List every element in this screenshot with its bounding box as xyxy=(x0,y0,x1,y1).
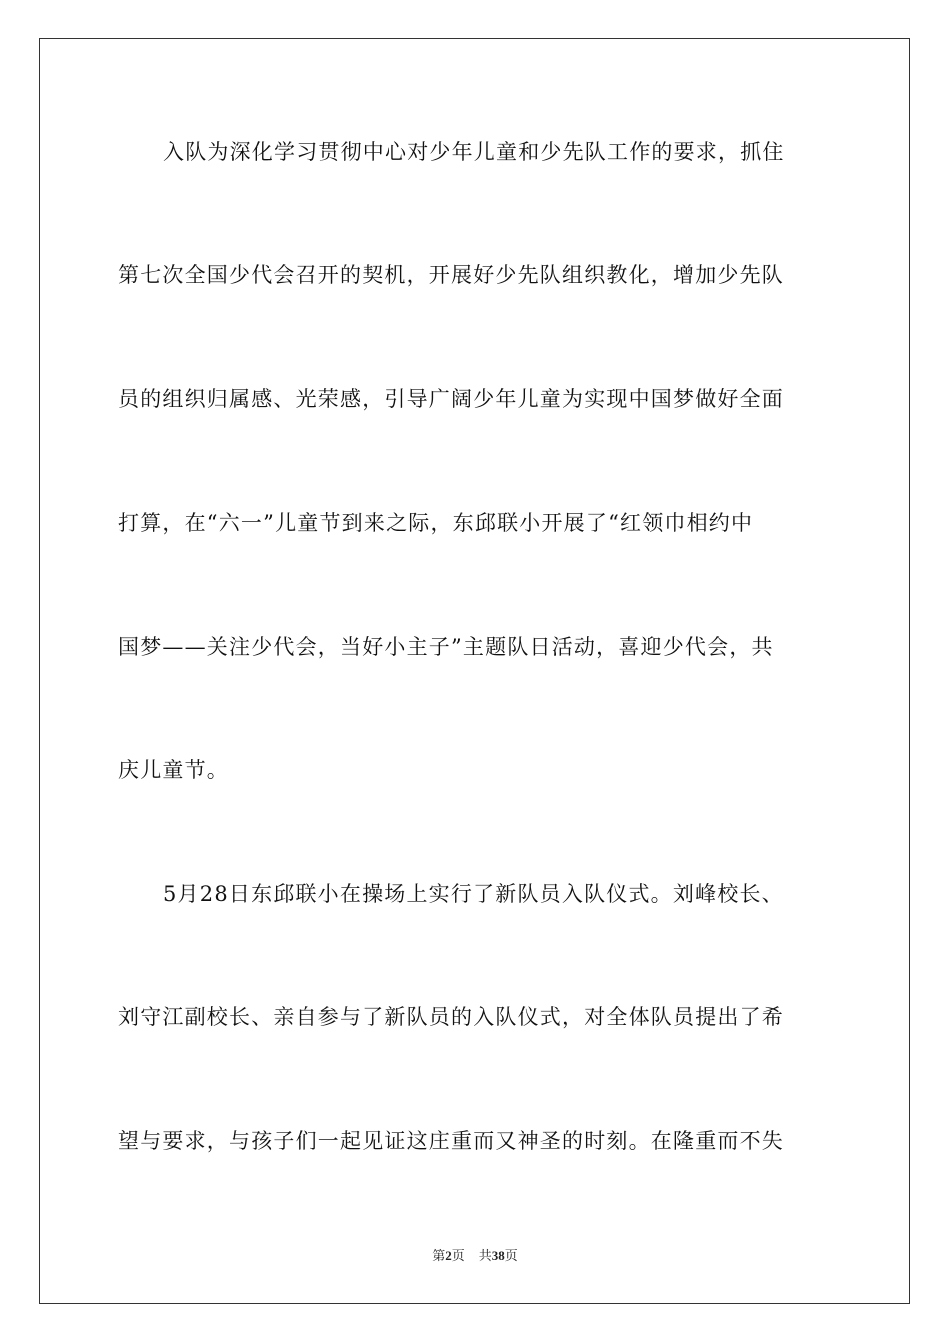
footer-page-suffix: 页 xyxy=(451,1249,465,1264)
paragraph-1-line-3: 员的组织归属感、光荣感，引导广阔少年儿童为实现中国梦做好全面 xyxy=(118,387,784,411)
paragraph-1-line-1: 入队为深化学习贯彻中心对少年儿童和少先队工作的要求，抓住 xyxy=(163,140,785,164)
footer-total-prefix: 共 xyxy=(478,1249,492,1264)
paragraph-1-line-5: 国梦——关注少代会，当好小主子”主题队日活动，喜迎少代会，共 xyxy=(118,635,774,659)
paragraph-1-line-2: 第七次全国少代会召开的契机，开展好少先队组织教化，增加少先队 xyxy=(118,263,784,287)
footer-total-pages: 38 xyxy=(491,1248,505,1263)
footer-page-prefix: 第 xyxy=(432,1249,446,1264)
paragraph-2-line-1: 5月28日东邱联小在操场上实行了新队员入队仪式。刘峰校长、 xyxy=(163,882,784,906)
page-footer xyxy=(0,1247,950,1266)
paragraph-2-line-2: 刘守江副校长、亲自参与了新队员的入队仪式，对全体队员提出了希 xyxy=(118,1005,784,1029)
paragraph-1-line-4: 打算，在“六一”儿童节到来之际，东邱联小开展了“红领巾相约中 xyxy=(118,511,754,535)
paragraph-2-line-3: 望与要求，与孩子们一起见证这庄重而又神圣的时刻。在隆重而不失 xyxy=(118,1129,784,1153)
footer-page-number: 2 xyxy=(445,1248,452,1263)
paragraph-1-line-6: 庆儿童节。 xyxy=(118,758,229,782)
footer-total-suffix: 页 xyxy=(504,1249,518,1264)
page-border xyxy=(39,38,910,1304)
